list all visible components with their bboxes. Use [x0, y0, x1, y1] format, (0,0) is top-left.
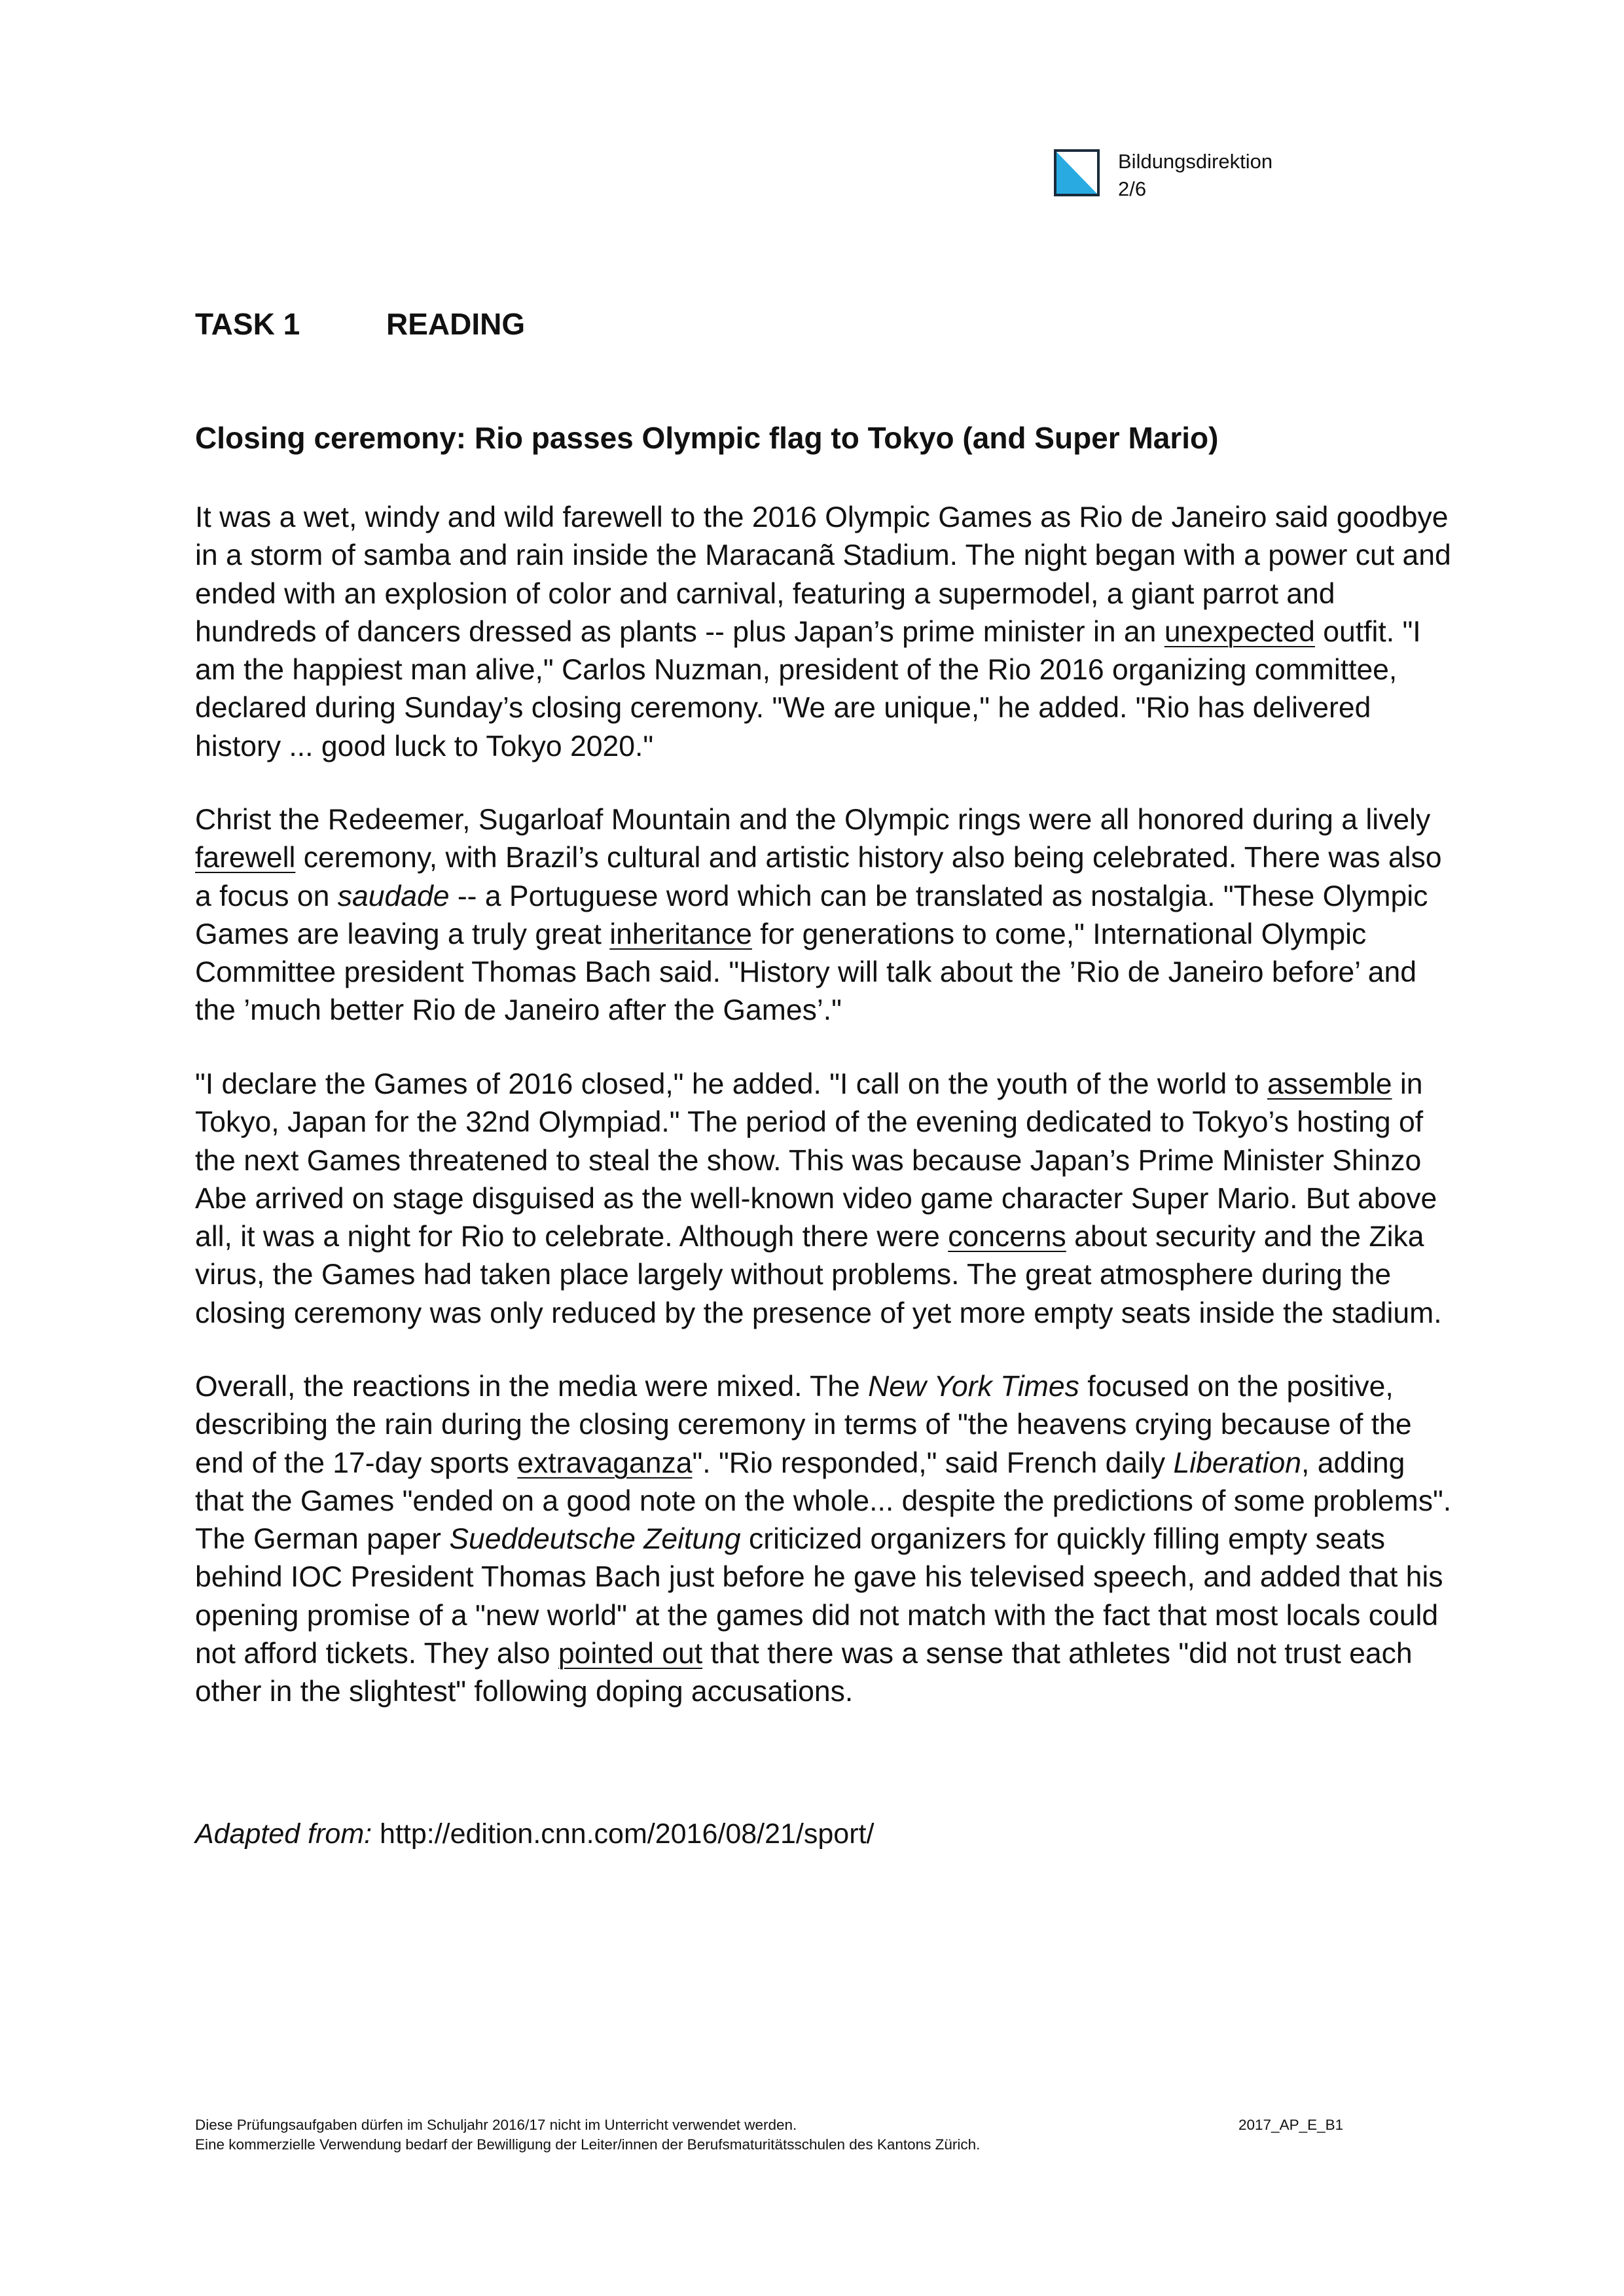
footer [195, 2115, 1373, 2155]
text-line: closing ceremony was only reduced by the presence of yet more empty seats inside the stadium. [195, 1297, 1442, 1329]
text-line [195, 916, 1491, 954]
source-label: Adapted from: [195, 1818, 372, 1850]
text-line: Tokyo, Japan for the 32nd Olympiad." The period of the evening dedicated to Tokyo’s hosting of [195, 1106, 1424, 1139]
text-line [195, 1635, 1491, 1673]
text-run: not afford tickets. They also [195, 1638, 558, 1670]
text-run: end of the 17-day sports [195, 1446, 518, 1479]
italic-term: Sueddeutsche Zeitung [449, 1523, 741, 1556]
document-code: 2017_AP_E_B1 [1238, 2117, 1344, 2133]
text-line: the next Games threatened to steal the show. This was because Japan’s Prime Minister Shinzo [195, 1144, 1422, 1177]
text-line: Christ the Redeemer, Sugarloaf Mountain and the Olympic rings were all honored during a lively [195, 804, 1431, 836]
vocab-word-inheritance: inheritance [609, 918, 752, 950]
text-run: Overall, the reactions in the media were mixed. The [195, 1371, 869, 1403]
text-line [195, 1218, 1491, 1256]
paragraph-2 [195, 801, 1491, 1030]
footer-line: Diese Prüfungsaufgaben dürfen im Schuljahr 2016/17 nicht im Unterricht verwendet werden. [195, 2117, 797, 2133]
text-run: all, it was a night for Rio to celebrate. Although there were [195, 1221, 948, 1253]
text-run: Games are leaving a truly great [195, 918, 610, 950]
paragraph-3 [195, 1066, 1491, 1333]
text-line [195, 613, 1491, 651]
task-number: TASK 1 [195, 307, 300, 341]
text-line: behind IOC President Thomas Bach just before he gave his televised speech, and added that his [195, 1561, 1443, 1594]
text-line [195, 878, 1491, 916]
paragraph-1 [195, 499, 1491, 766]
source-url: http://edition.cnn.com/2016/08/21/sport/ [372, 1818, 875, 1850]
text-line: It was a wet, windy and wild farewell to the 2016 Olympic Games as Rio de Janeiro said goodbye [195, 501, 1449, 533]
source-citation [195, 1818, 874, 1850]
text-run: ". "Rio responded," said French daily [692, 1446, 1174, 1479]
text-run: The German paper [195, 1523, 450, 1556]
page-number: 2/6 [1118, 177, 1147, 200]
vocab-word-extravaganza: extravaganza [517, 1446, 693, 1479]
text-run: "I declare the Games of 2016 closed," he added. "I call on the youth of the world to [195, 1068, 1268, 1100]
text-line: declared during Sunday’s closing ceremony. "We are unique," he added. "Rio has delivered [195, 692, 1371, 725]
vocab-word-assemble: assemble [1267, 1068, 1392, 1100]
vocab-word-unexpected: unexpected [1164, 615, 1315, 648]
text-run: a focus on [195, 880, 338, 912]
text-line: the ’much better Rio de Janeiro after the Games’." [195, 994, 842, 1027]
text-line: history ... good luck to Tokyo 2020." [195, 730, 654, 762]
vocab-word-farewell: farewell [195, 842, 296, 874]
text-line: in a storm of samba and rain inside the Maracanã Stadium. The night began with a power cut and [195, 539, 1451, 572]
text-run: about security and the Zika [1066, 1221, 1424, 1253]
task-name: READING [386, 307, 526, 341]
text-run: in [1392, 1068, 1423, 1100]
text-line: virus, the Games had taken place largely without problems. The great atmosphere during the [195, 1259, 1392, 1291]
vocab-word-concerns: concerns [948, 1221, 1066, 1253]
text-line: am the happiest man alive," Carlos Nuzman, president of the Rio 2016 organizing committee, [195, 654, 1398, 687]
text-run: hundreds of dancers dressed as plants -- plus Japan’s prime minister in an [195, 615, 1164, 648]
text-line: Committee president Thomas Bach said. "History will talk about the ’Rio de Janeiro before’ and [195, 956, 1416, 989]
text-line: ended with an explosion of color and carnival, featuring a supermodel, a giant parrot and [195, 577, 1335, 610]
text-run: , adding [1301, 1446, 1405, 1479]
task-heading [195, 306, 525, 342]
text-run: -- a Portuguese word which can be translated as nostalgia. "These Olympic [449, 880, 1428, 912]
text-line: describing the rain during the closing ceremony in terms of "the heavens crying because of the [195, 1408, 1412, 1441]
text-run: ceremony, with Brazil’s cultural and artistic history also being celebrated. There was also [295, 842, 1442, 874]
text-line: that the Games "ended on a good note on the whole... despite the predictions of some problems". [195, 1484, 1452, 1517]
text-line [195, 1368, 1491, 1406]
text-run: that there was a sense that athletes "did not trust each [702, 1638, 1413, 1670]
text-line [195, 1066, 1491, 1103]
text-line [195, 1444, 1491, 1482]
italic-term: Liberation [1173, 1446, 1301, 1479]
vocab-word-pointed-out: pointed out [558, 1638, 703, 1670]
zurich-canton-logo-icon [1054, 149, 1100, 196]
article-title: Closing ceremony: Rio passes Olympic flag to Tokyo (and Super Mario) [195, 421, 1219, 455]
text-line [195, 1520, 1491, 1558]
header-org [1118, 148, 1272, 203]
text-run: for generations to come," International Olympic [751, 918, 1367, 950]
paragraph-4 [195, 1368, 1491, 1712]
text-line: other in the slightest" following doping accusations. [195, 1676, 854, 1708]
text-run: outfit. "I [1314, 615, 1421, 648]
text-line: Abe arrived on stage disguised as the well-known video game character Super Mario. But above [195, 1182, 1437, 1215]
text-run: focused on the positive, [1079, 1371, 1394, 1403]
text-line: opening promise of a "new world" at the games did not match with the fact that most locals could [195, 1599, 1439, 1632]
italic-term: New York Times [868, 1371, 1079, 1403]
org-name: Bildungsdirektion [1118, 150, 1273, 173]
text-line [195, 839, 1491, 877]
text-run: criticized organizers for quickly filling empty seats [740, 1523, 1385, 1556]
italic-term: saudade [337, 880, 450, 912]
footer-line: Eine kommerzielle Verwendung bedarf der Bewilligung der Leiter/innen der Berufsmaturitätsschulen des Kantons Zürich. [195, 2136, 981, 2153]
